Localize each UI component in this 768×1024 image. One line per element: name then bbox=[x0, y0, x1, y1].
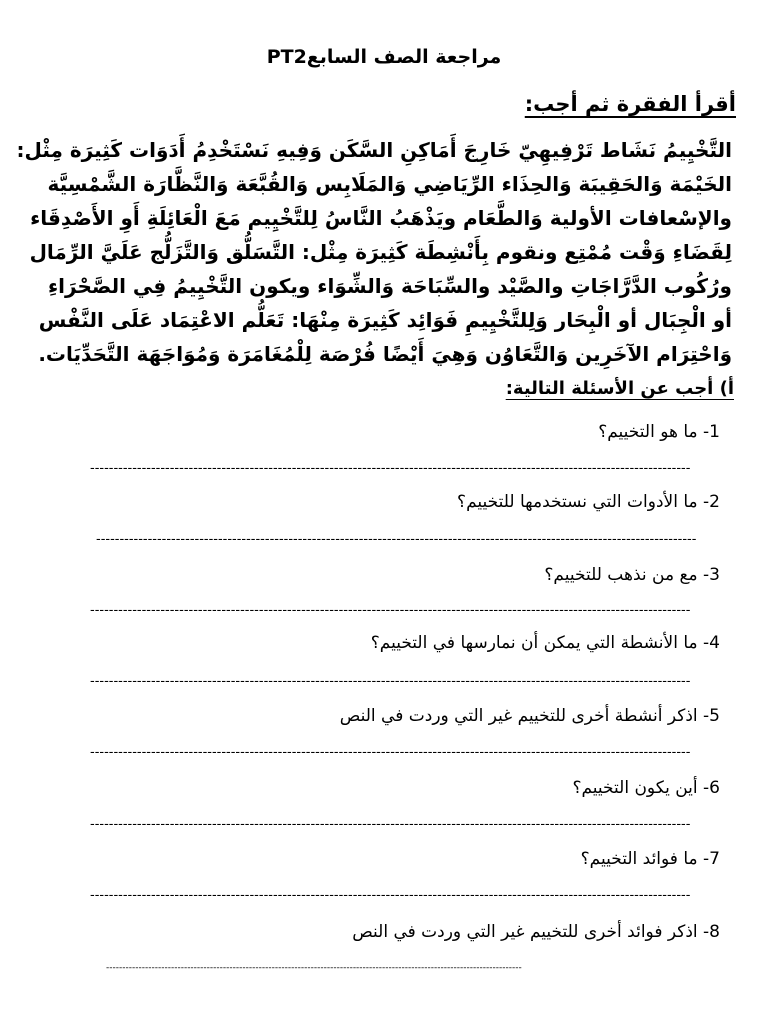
paragraph-line-1: التَّخْيِيمُ نَشَاط تَرْفِيهِيّ خَارِجَ أَمَاكِنِ السَّكَن وَفِيهِ نَسْتَخْدِمُ أَدَوَات كَثِيرَة مِثْل: bbox=[16, 138, 732, 162]
paragraph-line-6: أو الْجِبَال أو الْبِحَار وَلِلتَّخْيِيمِ فَوَائِد كَثِيرَة مِنْهَا: تَعَلُّم الاعْتِمَاد عَلَى النَّفْس bbox=[38, 308, 732, 332]
questions-heading: أ) أجب عن الأسئلة التالية: bbox=[505, 378, 734, 399]
reading-instruction: أقرأ الفقرة ثم أجب: bbox=[524, 92, 736, 116]
paragraph-line-7: وَاحْتِرَام الآخَرِين وَالتَّعَاوُن وَهِيَ أَيْضًا فُرْصَة لِلْمُغَامَرَة وَمُوَاجَهَة التَّحَدِّيَات. bbox=[38, 342, 732, 366]
answer-line-2[interactable]: -------------------------------------------------------------------------------------------------------------------------------- bbox=[96, 533, 697, 547]
question-6: 6- أين يكون التخييم؟ bbox=[572, 778, 720, 798]
question-7: 7- ما فوائد التخييم؟ bbox=[580, 849, 720, 869]
title-text: مراجعة الصف السابع bbox=[306, 46, 502, 68]
paragraph-line-2: الخَيْمَة وَالحَقِيبَة وَالحِذَاء الرِّيَاضِي وَالمَلَابِس وَالقُبَّعَة وَالنَّظَّارَة الشَّمْسِيَّة bbox=[47, 172, 732, 196]
title-code: PT2 bbox=[266, 46, 307, 68]
page-title bbox=[0, 46, 768, 68]
answer-line-6[interactable]: -------------------------------------------------------------------------------------------------------------------------------- bbox=[90, 818, 691, 832]
question-2: 2- ما الأدوات التي نستخدمها للتخييم؟ bbox=[457, 492, 720, 512]
answer-line-4[interactable]: -------------------------------------------------------------------------------------------------------------------------------- bbox=[90, 675, 691, 689]
question-4: 4- ما الأنشطة التي يمكن أن نمارسها في التخييم؟ bbox=[370, 633, 720, 653]
question-8: 8- اذكر فوائد أخرى للتخييم غير التي وردت في النص bbox=[352, 922, 720, 942]
answer-line-5[interactable]: -------------------------------------------------------------------------------------------------------------------------------- bbox=[90, 746, 691, 760]
question-3: 3- مع من نذهب للتخييم؟ bbox=[544, 565, 720, 585]
answer-line-1[interactable]: -------------------------------------------------------------------------------------------------------------------------------- bbox=[90, 462, 691, 476]
paragraph-line-3: والإسْعافات الأولية وَالطَّعَام ويَذْهَبُ النَّاسُ لِلتَّخْيِيم مَعَ الْعَائِلَةِ أَوِ الأَصْدِقَاء bbox=[30, 206, 732, 230]
paragraph-line-4: لِقَضَاءِ وَقْت مُمْتِع ونقوم بِأَنْشِطَة كَثِيرَة مِثْل: التَّسَلُّق وَالتَّزَلُّج عَلَيَّ الرِّمَال bbox=[29, 240, 732, 264]
answer-line-8[interactable]: -------------------------------------------------------------------------------------------------------------------------------- bbox=[106, 963, 522, 973]
answer-line-3[interactable]: -------------------------------------------------------------------------------------------------------------------------------- bbox=[90, 604, 691, 618]
answer-line-7[interactable]: -------------------------------------------------------------------------------------------------------------------------------- bbox=[90, 889, 691, 903]
question-1: 1- ما هو التخييم؟ bbox=[598, 422, 720, 442]
paragraph-line-5: ورُكُوب الدَّرَّاجَاتِ والصَّيْد والسِّبَاحَة وَالشِّوَاء ويكون التَّخْيِيمُ فِي الصَّحْرَاءِ bbox=[47, 274, 732, 298]
question-5: 5- اذكر أنشطة أخرى للتخييم غير التي وردت في النص bbox=[339, 706, 720, 726]
